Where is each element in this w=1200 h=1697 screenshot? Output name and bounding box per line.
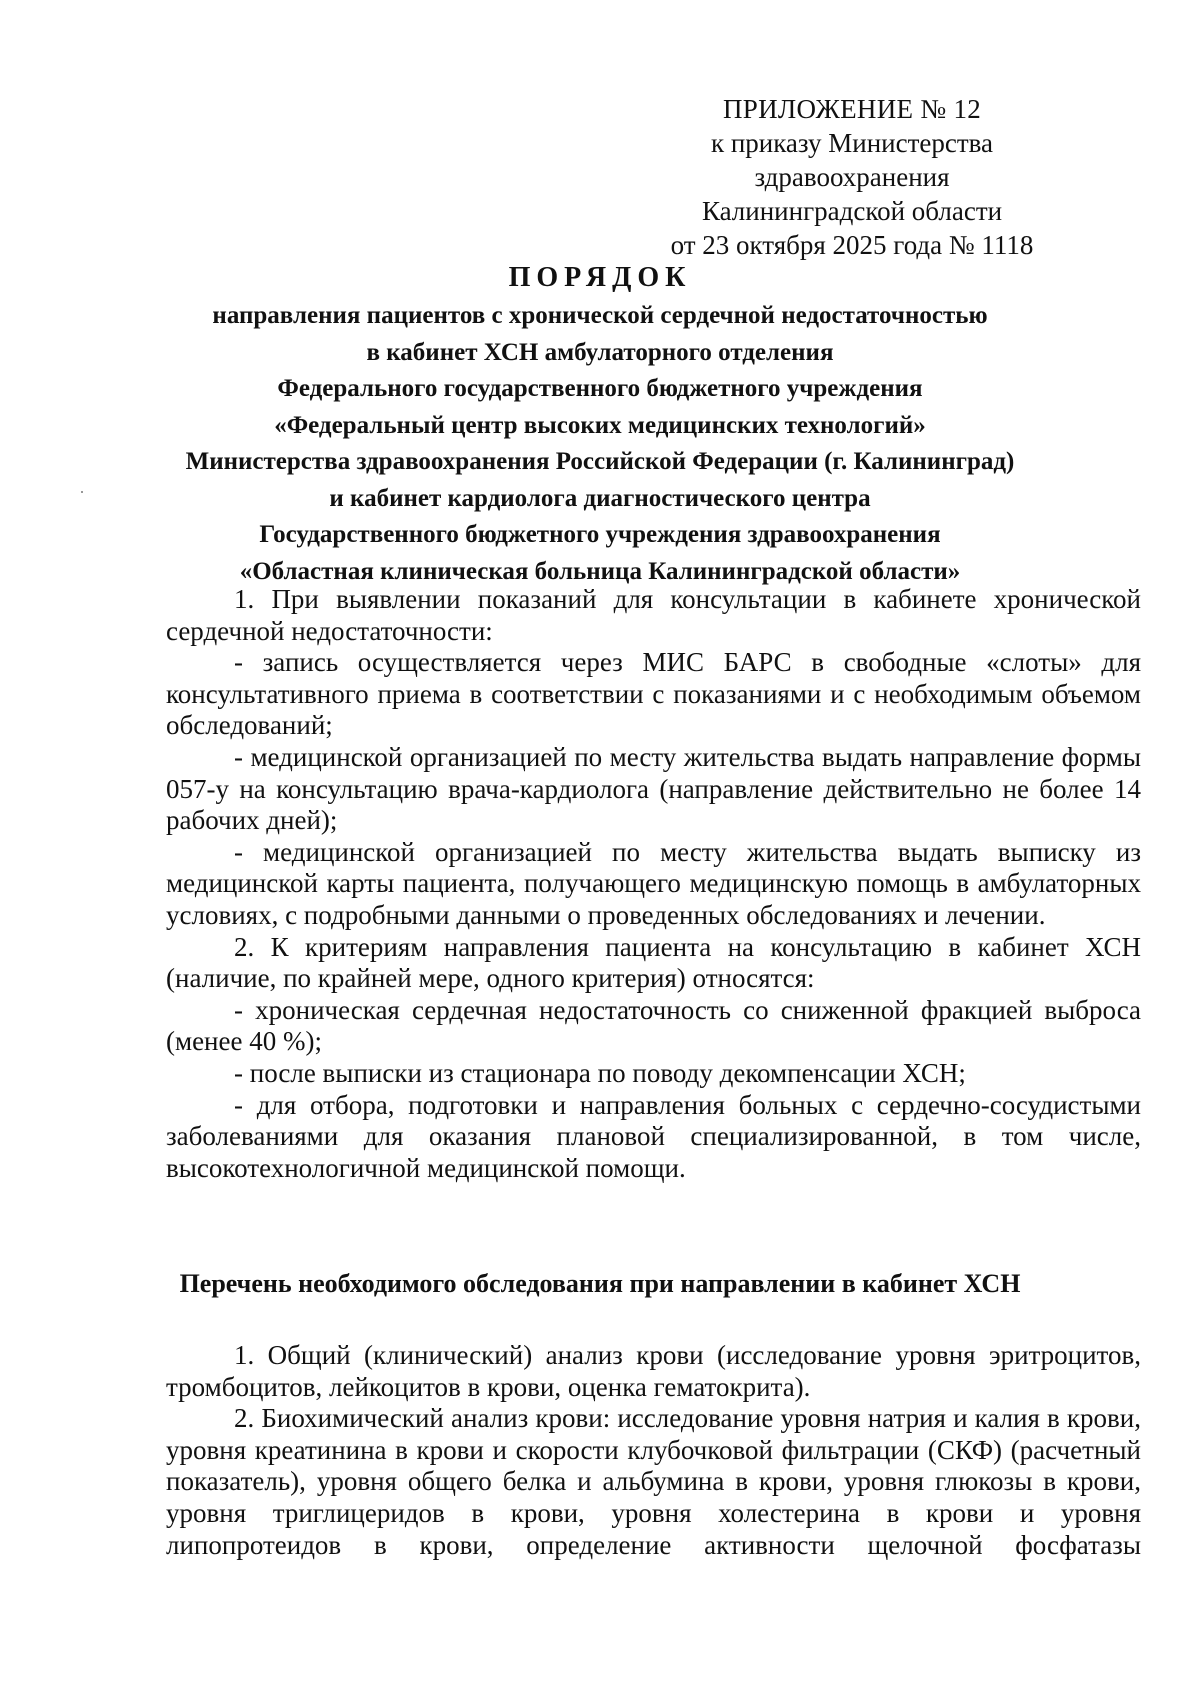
subtitle-line: в кабинет ХСН амбулаторного отделения bbox=[366, 338, 834, 366]
section-1-body bbox=[166, 584, 1141, 1184]
section-2-heading: Перечень необходимого обследования при направлении в кабинет ХСН bbox=[179, 1269, 1021, 1298]
document-subtitle bbox=[100, 298, 1100, 590]
document-title: ПОРЯДОК bbox=[508, 262, 692, 293]
appendix-date: от 23 октября 2025 года № 1118 bbox=[670, 230, 1034, 260]
subtitle-line: «Областная клиническая больница Калининградской области» bbox=[239, 557, 961, 585]
paragraph-7: - после выписки из стационара по поводу декомпенсации ХСН; bbox=[234, 1057, 966, 1088]
subtitle-line: и кабинет кардиолога диагностического центра bbox=[329, 484, 871, 512]
subtitle-line: Федерального государственного бюджетного учреждения bbox=[277, 375, 923, 402]
subtitle-line: «Федеральный центр высоких медицинских технологий» bbox=[274, 411, 926, 439]
paragraph-5: 2. К критериям направления пациента на консультацию в кабинет ХСН (наличие, по крайней мере, одного критерия) относятся: bbox=[166, 931, 1141, 994]
paragraph-2: - запись осуществляется через МИС БАРС в свободные «слоты» для консультативного приема в соответствии с показаниями и с необходимым объемом обследований; bbox=[166, 647, 1141, 741]
appendix-region: Калининградской области bbox=[701, 196, 1003, 226]
exam-item-2: 2. Биохимический анализ крови: исследование уровня натрия и калия в крови, уровня креатинина в крови и скорости клубочковой фильтрации (СКФ) (расчетный показатель), уровня общего белка и альбумина в крови, уровня глюкозы в крови, уровня триглицеридов в крови, уровня холестерина в крови и уровня липопротеидов в крови, определение активности щелочной фосфатазы bbox=[166, 1403, 1141, 1560]
paragraph-8: - для отбора, подготовки и направления больных с сердечно-сосудистыми заболеваниями для оказания плановой специализированной, в том числе, высокотехнологичной медицинской помощи. bbox=[166, 1089, 1141, 1183]
subtitle-line: направления пациентов с хронической сердечной недостаточностью bbox=[212, 302, 988, 329]
paragraph-1: 1. При выявлении показаний для консультации в кабинете хронической сердечной недостаточности: bbox=[166, 584, 1141, 646]
paragraph-4: - медицинской организацией по месту жительства выдать выписку из медицинской карты пациента, получающего медицинскую помощь в амбулаторных условиях, с подробными данными о проведенных обследованиях и лечении. bbox=[166, 836, 1141, 930]
appendix-order-ref: к приказу Министерства здравоохранения bbox=[710, 128, 994, 192]
appendix-number: ПРИЛОЖЕНИЕ № 12 bbox=[722, 94, 982, 124]
paragraph-3: - медицинской организацией по месту жительства выдать направление формы 057-у на консультацию врача-кардиолога (направление действительно не более 14 рабочих дней); bbox=[166, 741, 1141, 836]
section-2-body bbox=[166, 1340, 1141, 1561]
subtitle-line: Министерства здравоохранения Российской Федерации (г. Калининград) bbox=[185, 448, 1015, 475]
appendix-header bbox=[612, 92, 1092, 262]
scan-speck bbox=[81, 491, 83, 493]
subtitle-line: Государственного бюджетного учреждения здравоохранения bbox=[259, 521, 941, 548]
exam-item-1: 1. Общий (клинический) анализ крови (исследование уровня эритроцитов, тромбоцитов, лейкоцитов в крови, оценка гематокрита). bbox=[166, 1340, 1141, 1402]
paragraph-6: - хроническая сердечная недостаточность со сниженной фракцией выброса (менее 40 %); bbox=[166, 994, 1141, 1057]
